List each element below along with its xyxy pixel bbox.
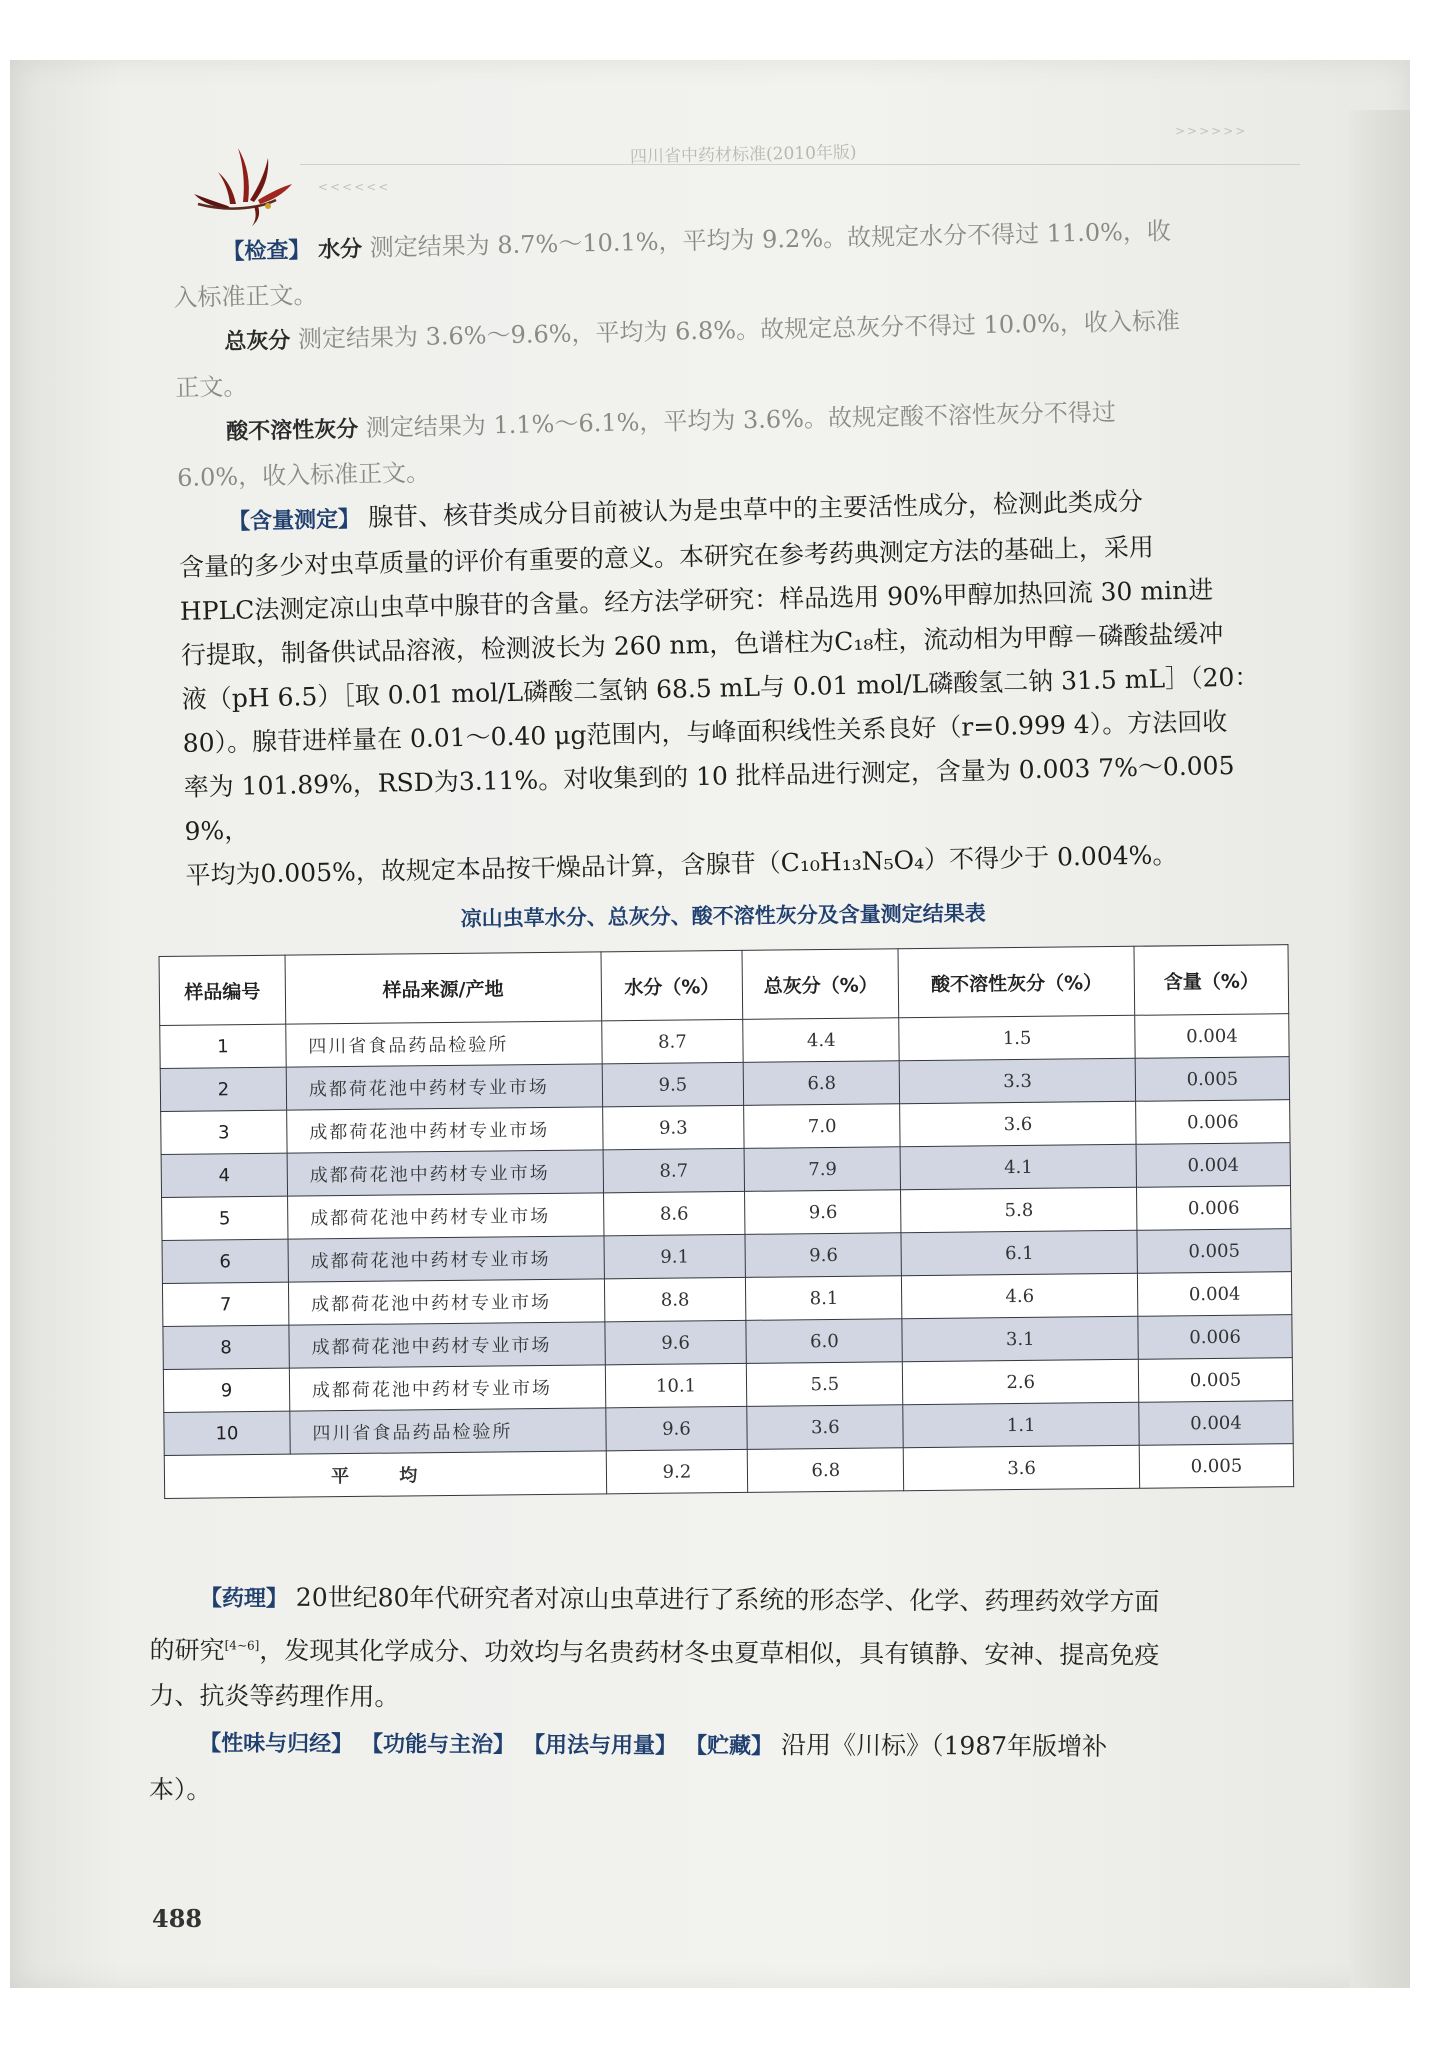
check-heading: 【检查】 [222, 238, 311, 265]
average-label: 平 均 [164, 1451, 606, 1499]
assay-line: 液（pH 6.5）［取 0.01 mol/L磷酸二氢钠 68.5 mL与 0.01 mol/L磷酸氢二钠 31.5 mL］（20： [181, 662, 1260, 714]
average-ash: 6.8 [748, 1448, 904, 1493]
cell-ash: 7.0 [744, 1104, 900, 1149]
usage-heading: 【用法与用量】 [522, 1733, 678, 1760]
total-ash-label: 总灰分 [224, 328, 291, 355]
cell-acid-ash: 4.6 [902, 1273, 1138, 1318]
cell-acid-ash: 3.6 [900, 1101, 1136, 1146]
cell-ash: 4.4 [743, 1018, 899, 1063]
page-number: 488 [152, 1904, 203, 1933]
assay-heading: 【含量测定】 [227, 507, 361, 535]
assay-line: 含量的多少对虫草质量的评价有重要的意义。本研究在参考药典测定方法的基础上，采用 [178, 532, 1155, 582]
cell-acid-ash: 2.6 [903, 1359, 1139, 1404]
pharmacology-section [149, 1574, 1300, 1819]
cell-ash: 9.6 [745, 1190, 901, 1235]
function-heading: 【功能与主治】 [361, 1732, 516, 1759]
assay-line: 行提取，制备供试品溶液，检测波长为 260 nm，色谱柱为C₁₈柱，流动相为甲醇－磷酸盐缓冲 [180, 619, 1224, 670]
cell-no: 1 [160, 1024, 286, 1068]
running-head: 四川省中药材标准(2010年版) [629, 142, 857, 168]
cell-content: 0.004 [1136, 1143, 1290, 1188]
results-table [159, 944, 1295, 1499]
header-right-ornament: >>>>>> [1175, 124, 1248, 138]
cell-source: 四川省食品药品检验所 [286, 1021, 602, 1067]
cell-source: 成都荷花池中药材专业市场 [288, 1236, 604, 1282]
storage-heading: 【贮藏】 [684, 1734, 774, 1760]
total-ash-text: 测定结果为 3.6%～9.6%，平均为 6.8%。故规定总灰分不得过 10.0%，收入标准 [297, 306, 1181, 354]
reference-marker: [4~6] [224, 1638, 260, 1653]
cell-content: 0.005 [1135, 1057, 1289, 1102]
pharmacology-line [150, 1574, 1300, 1628]
cell-content: 0.004 [1135, 1014, 1289, 1059]
cell-acid-ash: 6.1 [901, 1230, 1137, 1275]
cell-moisture: 9.5 [602, 1062, 744, 1106]
cell-moisture: 9.6 [605, 1406, 747, 1450]
cell-moisture: 8.6 [603, 1191, 745, 1235]
cell-content: 0.006 [1137, 1186, 1291, 1231]
cell-ash: 8.1 [746, 1276, 902, 1321]
total-ash-paragraph-cont: 正文。 [175, 372, 248, 402]
leaf-branch-icon [188, 134, 298, 230]
cell-content: 0.006 [1138, 1315, 1292, 1360]
follow-text-cont: 本）。 [148, 1775, 212, 1805]
cell-source: 成都荷花池中药材专业市场 [287, 1150, 603, 1196]
header-sample-no: 样品编号 [159, 955, 286, 1025]
acid-ash-label: 酸不溶性灰分 [225, 417, 359, 445]
cell-no: 10 [164, 1411, 290, 1455]
cell-ash: 5.5 [747, 1362, 903, 1407]
pharmacology-text: 20世纪80年代研究者对凉山虫草进行了系统的形态学、化学、药理药效学方面 [295, 1582, 1160, 1617]
cell-content: 0.004 [1137, 1272, 1291, 1317]
table-title: 凉山虫草水分、总灰分、酸不溶性灰分及含量测定结果表 [460, 900, 986, 931]
cell-moisture: 10.1 [605, 1363, 747, 1407]
cell-source: 成都荷花池中药材专业市场 [288, 1279, 604, 1325]
cell-ash: 3.6 [747, 1405, 903, 1450]
cell-moisture: 9.3 [602, 1105, 744, 1149]
pharmacology-heading: 【药理】 [199, 1586, 288, 1612]
cell-no: 9 [163, 1368, 289, 1412]
moisture-paragraph-cont: 入标准正文。 [173, 280, 318, 312]
cell-moisture: 8.7 [603, 1148, 745, 1192]
cell-no: 4 [161, 1153, 287, 1197]
cell-moisture: 9.1 [604, 1234, 746, 1278]
assay-line: 率为 101.89%，RSD为3.11%。对收集到的 10 批样品进行测定，含量为 0.003 7%～0.005 9%， [183, 750, 1235, 846]
inspection-section [172, 207, 1276, 898]
cell-acid-ash: 4.1 [900, 1144, 1136, 1189]
cell-no: 7 [162, 1282, 288, 1326]
average-content: 0.005 [1139, 1444, 1293, 1489]
cell-moisture: 8.7 [601, 1019, 743, 1063]
page-edge [1350, 110, 1410, 1988]
cell-source: 成都荷花池中药材专业市场 [289, 1365, 605, 1411]
acid-ash-paragraph-cont: 6.0%，收入标准正文。 [176, 458, 431, 492]
average-moisture: 9.2 [606, 1449, 748, 1493]
results-table-block [158, 894, 1294, 1499]
cell-source: 成都荷花池中药材专业市场 [286, 1064, 602, 1110]
assay-line: 平均为0.005%，故规定本品按干燥品计算，含腺苷（C₁₀H₁₃N₅O₄）不得少于 0.004%。 [185, 840, 1178, 890]
cell-no: 3 [161, 1110, 287, 1154]
assay-line: 腺苷、核苷类成分目前被认为是虫草中的主要活性成分，检测此类成分 [367, 486, 1144, 532]
cell-content: 0.004 [1139, 1401, 1293, 1446]
header-rule [300, 164, 1300, 165]
cell-ash: 9.6 [745, 1233, 901, 1278]
cell-acid-ash: 1.1 [903, 1402, 1139, 1447]
header-total-ash: 总灰分（%） [742, 949, 899, 1020]
pharmacology-line [149, 1622, 1299, 1679]
pharmacology-text: ，发现其化学成分、功效均与名贵药材冬虫夏草相似，具有镇静、安神、提高免疫 [259, 1635, 1160, 1670]
cell-acid-ash: 5.8 [901, 1187, 1137, 1232]
assay-line: 80）。腺苷进样量在 0.01～0.40 μg范围内，与峰面积线性关系良好（r=0.999 4）。方法回收 [182, 707, 1228, 758]
cell-moisture: 8.8 [604, 1277, 746, 1321]
cell-acid-ash: 3.1 [902, 1316, 1138, 1361]
cell-no: 2 [160, 1067, 286, 1111]
cell-acid-ash: 3.3 [899, 1058, 1135, 1103]
moisture-label: 水分 [317, 237, 363, 263]
pharmacology-text: 的研究 [149, 1635, 225, 1665]
cell-content: 0.005 [1138, 1358, 1292, 1403]
cell-content: 0.006 [1136, 1100, 1290, 1145]
cell-acid-ash: 1.5 [899, 1015, 1135, 1060]
cell-no: 6 [162, 1239, 288, 1283]
acid-ash-text: 测定结果为 1.1%～6.1%，平均为 3.6%。故规定酸不溶性灰分不得过 [365, 398, 1117, 442]
cell-content: 0.005 [1137, 1229, 1291, 1274]
cell-no: 5 [162, 1196, 288, 1240]
cell-source: 成都荷花池中药材专业市场 [287, 1107, 603, 1153]
property-heading: 【性味与归经】 [199, 1731, 354, 1758]
moisture-text: 测定结果为 8.7%～10.1%，平均为 9.2%。故规定水分不得过 11.0%，收 [369, 217, 1172, 262]
header-acid-ash: 酸不溶性灰分（%） [898, 946, 1134, 1017]
cell-moisture: 9.6 [604, 1320, 746, 1364]
cell-source: 四川省食品药品检验所 [290, 1408, 606, 1454]
misc-headings-line [149, 1719, 1299, 1773]
header-moisture: 水分（%） [601, 950, 744, 1020]
cell-ash: 7.9 [744, 1147, 900, 1192]
header-left-ornament: <<<<<< [318, 180, 391, 194]
cell-source: 成都荷花池中药材专业市场 [287, 1193, 603, 1239]
average-acid-ash: 3.6 [904, 1445, 1140, 1490]
cell-ash: 6.0 [746, 1319, 902, 1364]
pharmacology-line: 力、抗炎等药理作用。 [149, 1681, 400, 1712]
cell-ash: 6.8 [744, 1061, 900, 1106]
header-source: 样品来源/产地 [285, 952, 601, 1024]
follow-text: 沿用《川标》（1987年版增补 [780, 1730, 1108, 1762]
cell-source: 成都荷花池中药材专业市场 [289, 1322, 605, 1368]
assay-line: HPLC法测定凉山虫草中腺苷的含量。经方法学研究：样品选用 90%甲醇加热回流 30 min进 [179, 575, 1214, 626]
table-header-row [159, 945, 1289, 1026]
cell-no: 8 [163, 1325, 289, 1369]
header-content: 含量（%） [1134, 945, 1289, 1016]
